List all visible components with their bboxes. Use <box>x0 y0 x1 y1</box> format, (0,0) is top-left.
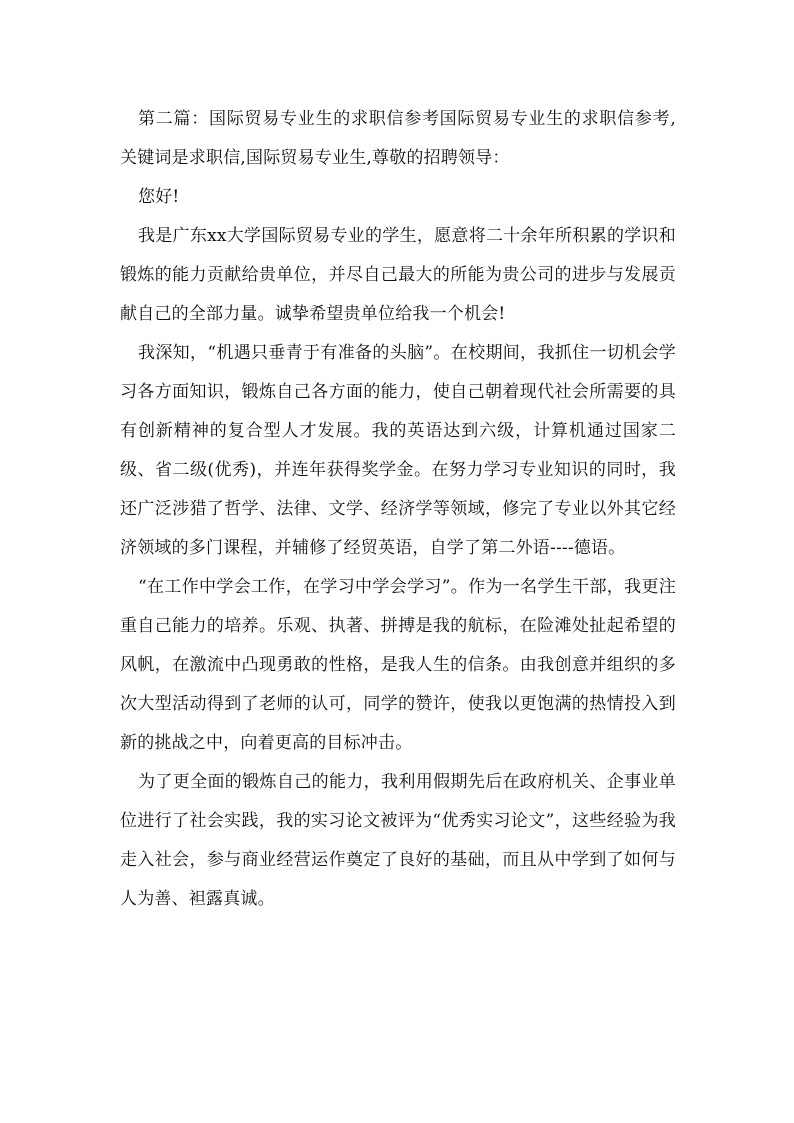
paragraph-title-intro: 第二篇：国际贸易专业生的求职信参考国际贸易专业生的求职信参考,关键词是求职信,国际贸易专业生,尊敬的招聘领导： <box>120 109 676 168</box>
paragraph-introduction: 我是广东xx大学国际贸易专业的学生，愿意将二十余年所积累的学识和锻炼的能力贡献给贵单位，并尽自己最大的所能为贵公司的进步与发展贡献自己的全部力量。诚挚希望贵单位给我一个机会! <box>120 226 676 324</box>
paragraph-study: 我深知，“机遇只垂青于有准备的头脑”。在校期间，我抓住一切机会学习各方面知识，锻炼自己各方面的能力，使自己朝着现代社会所需要的具有创新精神的复合型人才发展。我的英语达到六级，计算机通过国家二级、省二级(优秀)，并连年获得奖学金。在努力学习专业知识的同时，我还广泛涉猎了哲学、法律、文学、经济学等领域，修完了专业以外其它经济领域的多门课程，并辅修了经贸英语，自学了第二外语----德语。 <box>120 343 676 558</box>
paragraph-leadership: “在工作中学会工作，在学习中学会学习”。作为一名学生干部，我更注重自己能力的培养。乐观、执著、拼搏是我的航标，在险滩处扯起希望的风帆，在激流中凸现勇敢的性格，是我人生的信条。由我创意并组织的多次大型活动得到了老师的认可，同学的赞许，使我以更饱满的热情投入到新的挑战之中，向着更高的目标冲击。 <box>120 577 676 753</box>
letter-body <box>120 100 676 919</box>
paragraph-practice: 为了更全面的锻炼自己的能力，我利用假期先后在政府机关、企事业单位进行了社会实践，我的实习论文被评为“优秀实习论文”，这些经验为我走入社会，参与商业经营运作奠定了良好的基础，而且从中学到了如何与人为善、袒露真诚。 <box>120 772 676 909</box>
paragraph-greeting: 您好! <box>138 187 180 207</box>
